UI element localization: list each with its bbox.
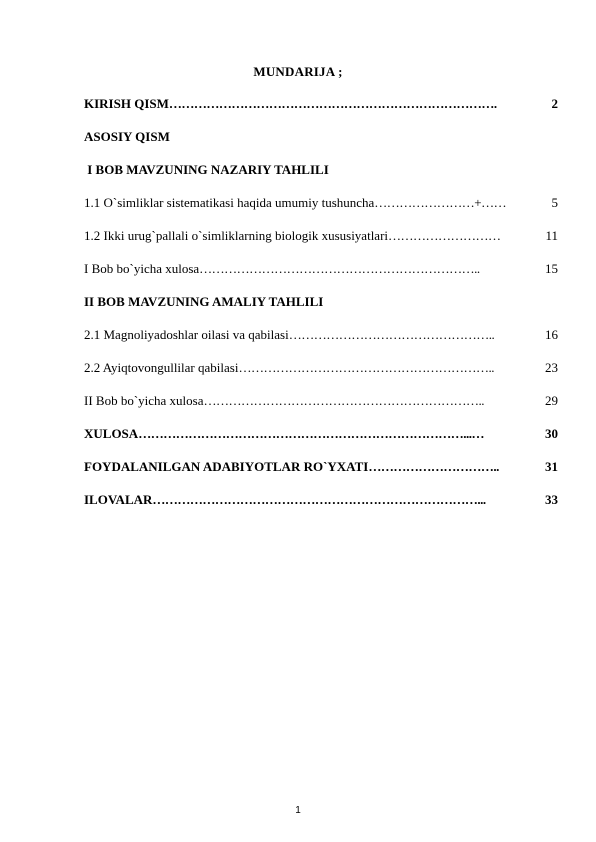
toc-entry-title: 2.1 Magnoliyadoshlar oilasi va qabilasi [84,326,289,342]
toc-entry-title: II BOB MAVZUNING AMALIY TAHLILI [84,293,324,309]
toc-page-number: 5 [551,194,558,210]
table-of-contents [84,87,558,516]
toc-entry-2-1 [84,318,558,351]
toc-page-number: 11 [545,227,558,243]
toc-entry-chapter-2-summary [84,384,558,417]
toc-entry-title: I BOB MAVZUNING NAZARIY TAHLILI [84,161,329,177]
toc-entry-chapter-1-summary [84,252,558,285]
toc-entry-1-1 [84,186,558,219]
toc-entry-title: 1.1 O`simliklar sistematikasi haqida umumiy tushuncha [84,194,375,210]
toc-entry-title: ILOVALAR [84,491,153,507]
toc-leader-dots: …………………………………………………….. [238,359,494,375]
toc-heading-chapter-2 [84,285,558,318]
page-title: MUNDARIJA ; [253,64,343,79]
toc-heading-chapter-1 [84,153,558,186]
toc-entry-title: KIRISH QISM [84,95,169,111]
toc-leader-dots: ……………………………………………………………………...… [138,425,484,441]
page-number: 1 [295,805,301,816]
toc-entry-2-2 [84,351,558,384]
toc-leader-dots: ………………………….. [368,458,499,474]
toc-entry-bibliography [84,450,558,483]
toc-leader-dots: ……………………………………………………………………... [152,491,486,507]
toc-entry-xulosa [84,417,558,450]
toc-page-number: 15 [545,260,558,276]
toc-leader-dots: ………………………………………………………….. [203,392,485,408]
toc-leader-dots: ………………………………………….. [288,326,495,342]
toc-entry-title: 1.2 Ikki urug`pallali o`simliklarning biologik xususiyatlari [84,227,389,243]
toc-page-number: 30 [545,425,558,441]
toc-entry-kirish [84,87,558,120]
toc-page-number: 29 [545,392,558,408]
toc-page-number: 23 [545,359,558,375]
toc-heading-asosiy-qism [84,120,558,153]
toc-entry-ilovalar [84,483,558,516]
toc-entry-title: 2.2 Ayiqtovongullilar qabilasi [84,359,239,375]
toc-entry-title: II Bob bo`yicha xulosa [84,392,204,408]
toc-entry-title: I Bob bo`yicha xulosa [84,260,200,276]
toc-page-number: 16 [545,326,558,342]
toc-entry-title: FOYDALANILGAN ADABIYOTLAR RO`YXATI [84,458,369,474]
toc-entry-title: ASOSIY QISM [84,128,170,144]
toc-leader-dots: ……………………………………………………………………. [168,95,497,111]
toc-entry-title: XULOSA [84,425,139,441]
toc-leader-dots: ……………………… [388,227,501,243]
toc-page-number: 31 [545,458,558,474]
toc-page-number: 33 [545,491,558,507]
toc-page-number: 2 [551,95,558,111]
toc-leader-dots: ……………………+…… [374,194,507,210]
toc-leader-dots: ………………………………………………………….. [199,260,480,276]
toc-entry-1-2 [84,219,558,252]
